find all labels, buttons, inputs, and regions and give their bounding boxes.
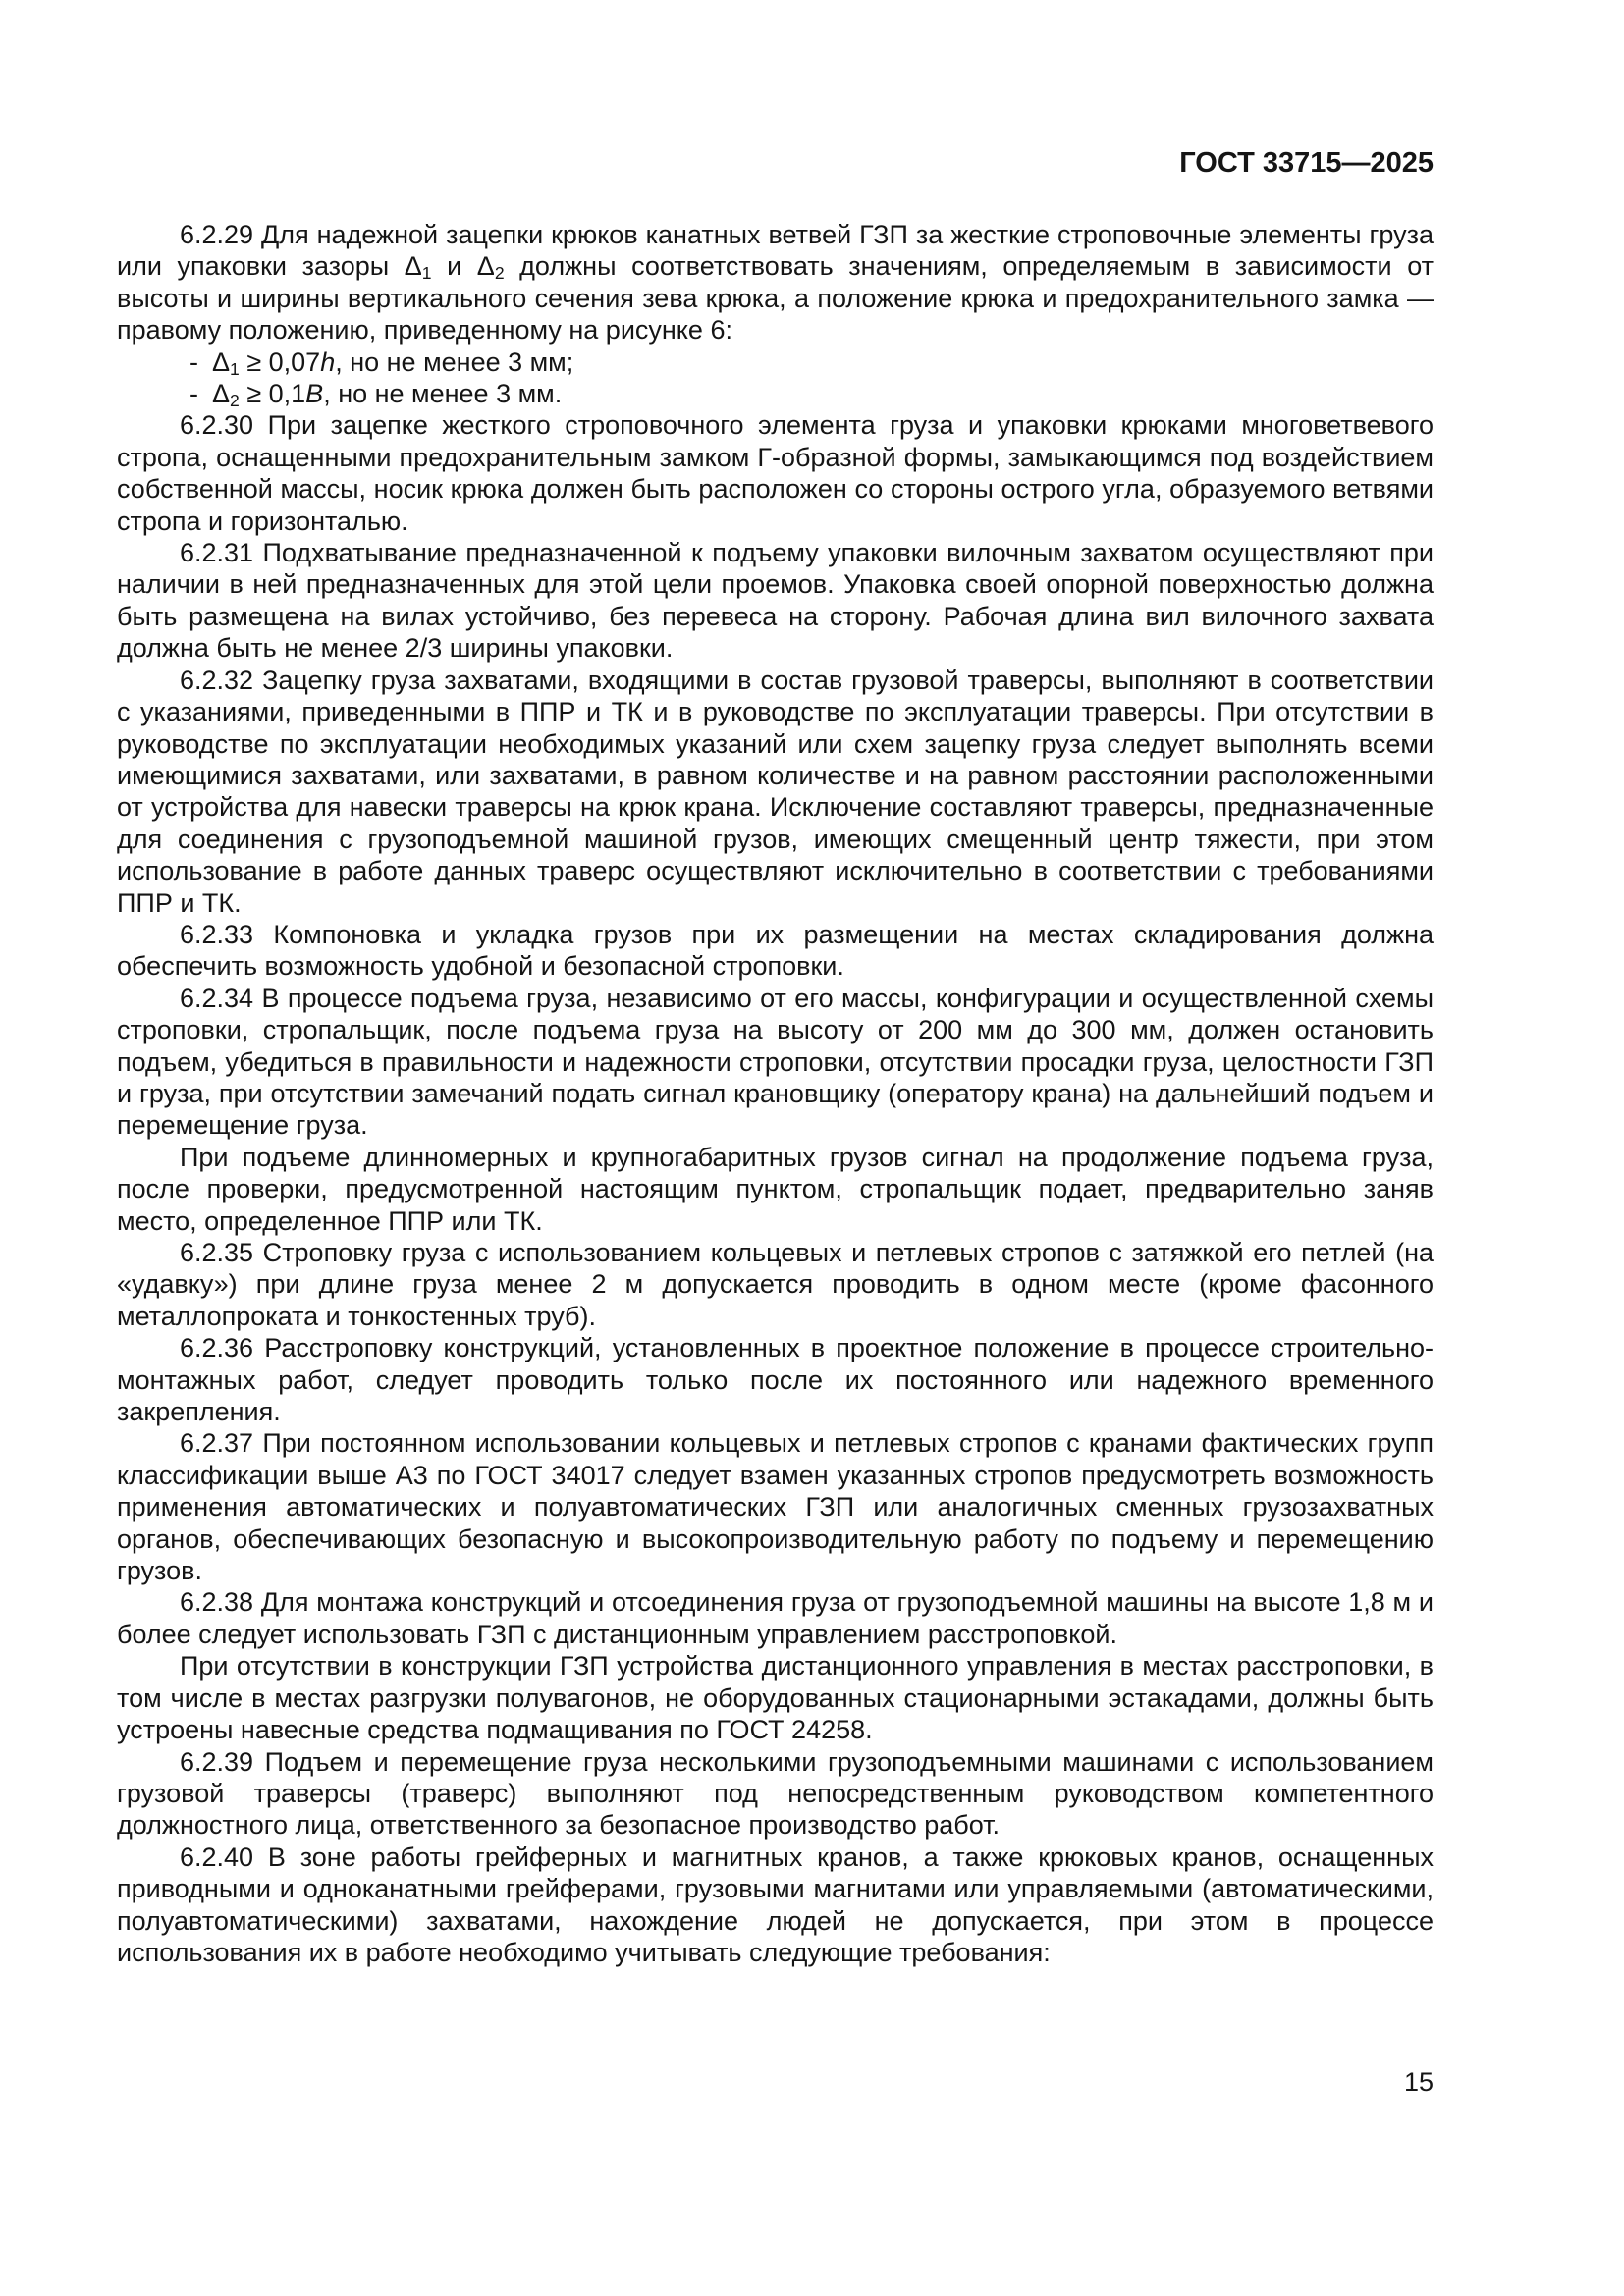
delta-2-symbol: Δ — [476, 251, 495, 282]
standard-number-header: ГОСТ 33715—2025 — [1179, 147, 1434, 179]
paragraph-6-2-29-tail: должны соответствовать значениям, определяемым в зависимости от высоты и ширины вертикального сечения зева крюка, а положение крюка и предохранительного замка — правому положению, приведенному на рисунке 6: — [117, 251, 1434, 346]
formula-2-relation: ≥ 0,1 — [239, 379, 306, 409]
variable-h: h — [320, 347, 336, 377]
paragraph-6-2-39: 6.2.39 Подъем и перемещение груза несколькими грузоподъемными машинами с использованием грузовой траверсы (траверс) выполняют под непосредственным руководством компетентного должностного лица, ответственного за безопасное производство работ. — [117, 1746, 1434, 1841]
paragraph-6-2-36: 6.2.36 Расстроповку конструкций, установленных в проектное положение в процессе строительно-монтажных работ, следует проводить только после их постоянного или надежного временного закрепления. — [117, 1333, 1434, 1427]
paragraph-6-2-40: 6.2.40 В зоне работы грейферных и магнитных кранов, а также крюковых кранов, оснащенных приводными и одноканатными грейферами, грузовыми магнитами или управляемыми (автоматическими, полуавтоматическими) захватами, нахождение людей не допускается, при этом в процессе использования их в работе необходимо учитывать следующие требования: — [117, 1842, 1434, 1967]
paragraph-6-2-29-mid: и — [431, 251, 477, 282]
paragraph-6-2-29-lead: 6.2.29 Для надежной зацепки крюков канатных ветвей ГЗП за жесткие строповочные элементы груза или упаковки зазоры — [117, 220, 1434, 282]
paragraph-6-2-34-continuation: При подъеме длинномерных и крупногабаритных грузов сигнал на продолжение подъема груза, после проверки, предусмотренной настоящим пунктом, стропальщик подает, предварительно заняв место, определенное ППР или ТК. — [117, 1142, 1434, 1236]
delta-2-symbol: Δ — [212, 379, 231, 409]
delta-2-subscript: 2 — [230, 390, 240, 410]
dash-marker: - — [189, 347, 198, 377]
document-body — [117, 219, 1434, 1968]
dash-marker: - — [189, 379, 198, 409]
delta-1-subscript: 1 — [421, 263, 432, 284]
page-number: 15 — [1403, 2067, 1434, 2097]
paragraph-6-2-29 — [117, 219, 1434, 347]
delta-2-subscript: 2 — [494, 263, 505, 284]
formula-item-delta-2 — [117, 378, 1434, 409]
paragraph-6-2-32: 6.2.32 Зацепку груза захватами, входящими в состав грузовой траверсы, выполняют в соответствии с указаниями, приведенными в ППР и ТК и в руководстве по эксплуатации траверсы. При отсутствии в руководстве по эксплуатации необходимых указаний или схем зацепку груза следует выполнять всеми имеющимися захватами, или захватами, в равном количестве и на равном расстоянии расположенными от устройства для навески траверсы на крюк крана. Исключение составляют траверсы, предназначенные для соединения с грузоподъемной машиной грузов, имеющих смещенный центр тяжести, при этом использование в работе данных траверс осуществляют исключительно в соответствии с требованиями ППР и ТК. — [117, 665, 1434, 918]
paragraph-6-2-38: 6.2.38 Для монтажа конструкций и отсоединения груза от грузоподъемной машины на высоте 1,8 м и более следует использовать ГЗП с дистанционным управлением расстроповкой. — [117, 1587, 1434, 1649]
delta-1-symbol: Δ — [404, 251, 422, 282]
paragraph-6-2-30: 6.2.30 При зацепке жесткого строповочного элемента груза и упаковки крюками многоветвевого стропа, оснащенными предохранительным замком Г-образной формы, замыкающимся под воздействием собственной массы, носик крюка должен быть расположен со стороны острого угла, образуемого ветвями стропа и горизонталью. — [117, 410, 1434, 536]
paragraph-6-2-31: 6.2.31 Подхватывание предназначенной к подъему упаковки вилочным захватом осуществляют при наличии в ней предназначенных для этой цели проемов. Упаковка своей опорной поверхностью должна быть размещена на вилах устойчиво, без перевеса на сторону. Рабочая длина вил вилочного захвата должна быть не менее 2/3 ширины упаковки. — [117, 538, 1434, 664]
paragraph-6-2-38-continuation: При отсутствии в конструкции ГЗП устройства дистанционного управления в местах расстроповки, в том числе в местах разгрузки полувагонов, не оборудованных стационарными эстакадами, должны быть устроены навесные средства подмащивания по ГОСТ 24258. — [117, 1651, 1434, 1745]
formula-1-tail: , но не менее 3 мм; — [335, 347, 574, 377]
formula-item-delta-1 — [117, 347, 1434, 378]
paragraph-6-2-37: 6.2.37 При постоянном использовании кольцевых и петлевых стропов с кранами фактических групп классификации выше А3 по ГОСТ 34017 следует взамен указанных стропов предусмотреть возможность применения автоматических и полуавтоматических ГЗП или аналогичных сменных грузозахватных органов, обеспечивающих безопасную и высокопроизводительную работу по подъему и перемещению грузов. — [117, 1428, 1434, 1586]
formula-1-relation: ≥ 0,07 — [239, 347, 321, 377]
delta-1-subscript: 1 — [230, 358, 240, 379]
paragraph-6-2-33: 6.2.33 Компоновка и укладка грузов при их размещении на местах складирования должна обеспечить возможность удобной и безопасной строповки. — [117, 919, 1434, 982]
paragraph-6-2-34: 6.2.34 В процессе подъема груза, независимо от его массы, конфигурации и осуществленной схемы строповки, стропальщик, после подъема груза на высоту от 200 мм до 300 мм, должен остановить подъем, убедиться в правильности и надежности строповки, отсутствии просадки груза, целостности ГЗП и груза, при отсутствии замечаний подать сигнал крановщику (оператору крана) на дальнейший подъем и перемещение груза. — [117, 983, 1434, 1141]
formula-2-tail: , но не менее 3 мм. — [323, 379, 563, 409]
paragraph-6-2-35: 6.2.35 Строповку груза с использованием кольцевых и петлевых стропов с затяжкой его петлей (на «удавку») при длине груза менее 2 м допускается проводить в одном месте (кроме фасонного металлопроката и тонкостенных труб). — [117, 1238, 1434, 1331]
delta-1-symbol: Δ — [212, 347, 231, 377]
variable-b: B — [305, 379, 324, 409]
